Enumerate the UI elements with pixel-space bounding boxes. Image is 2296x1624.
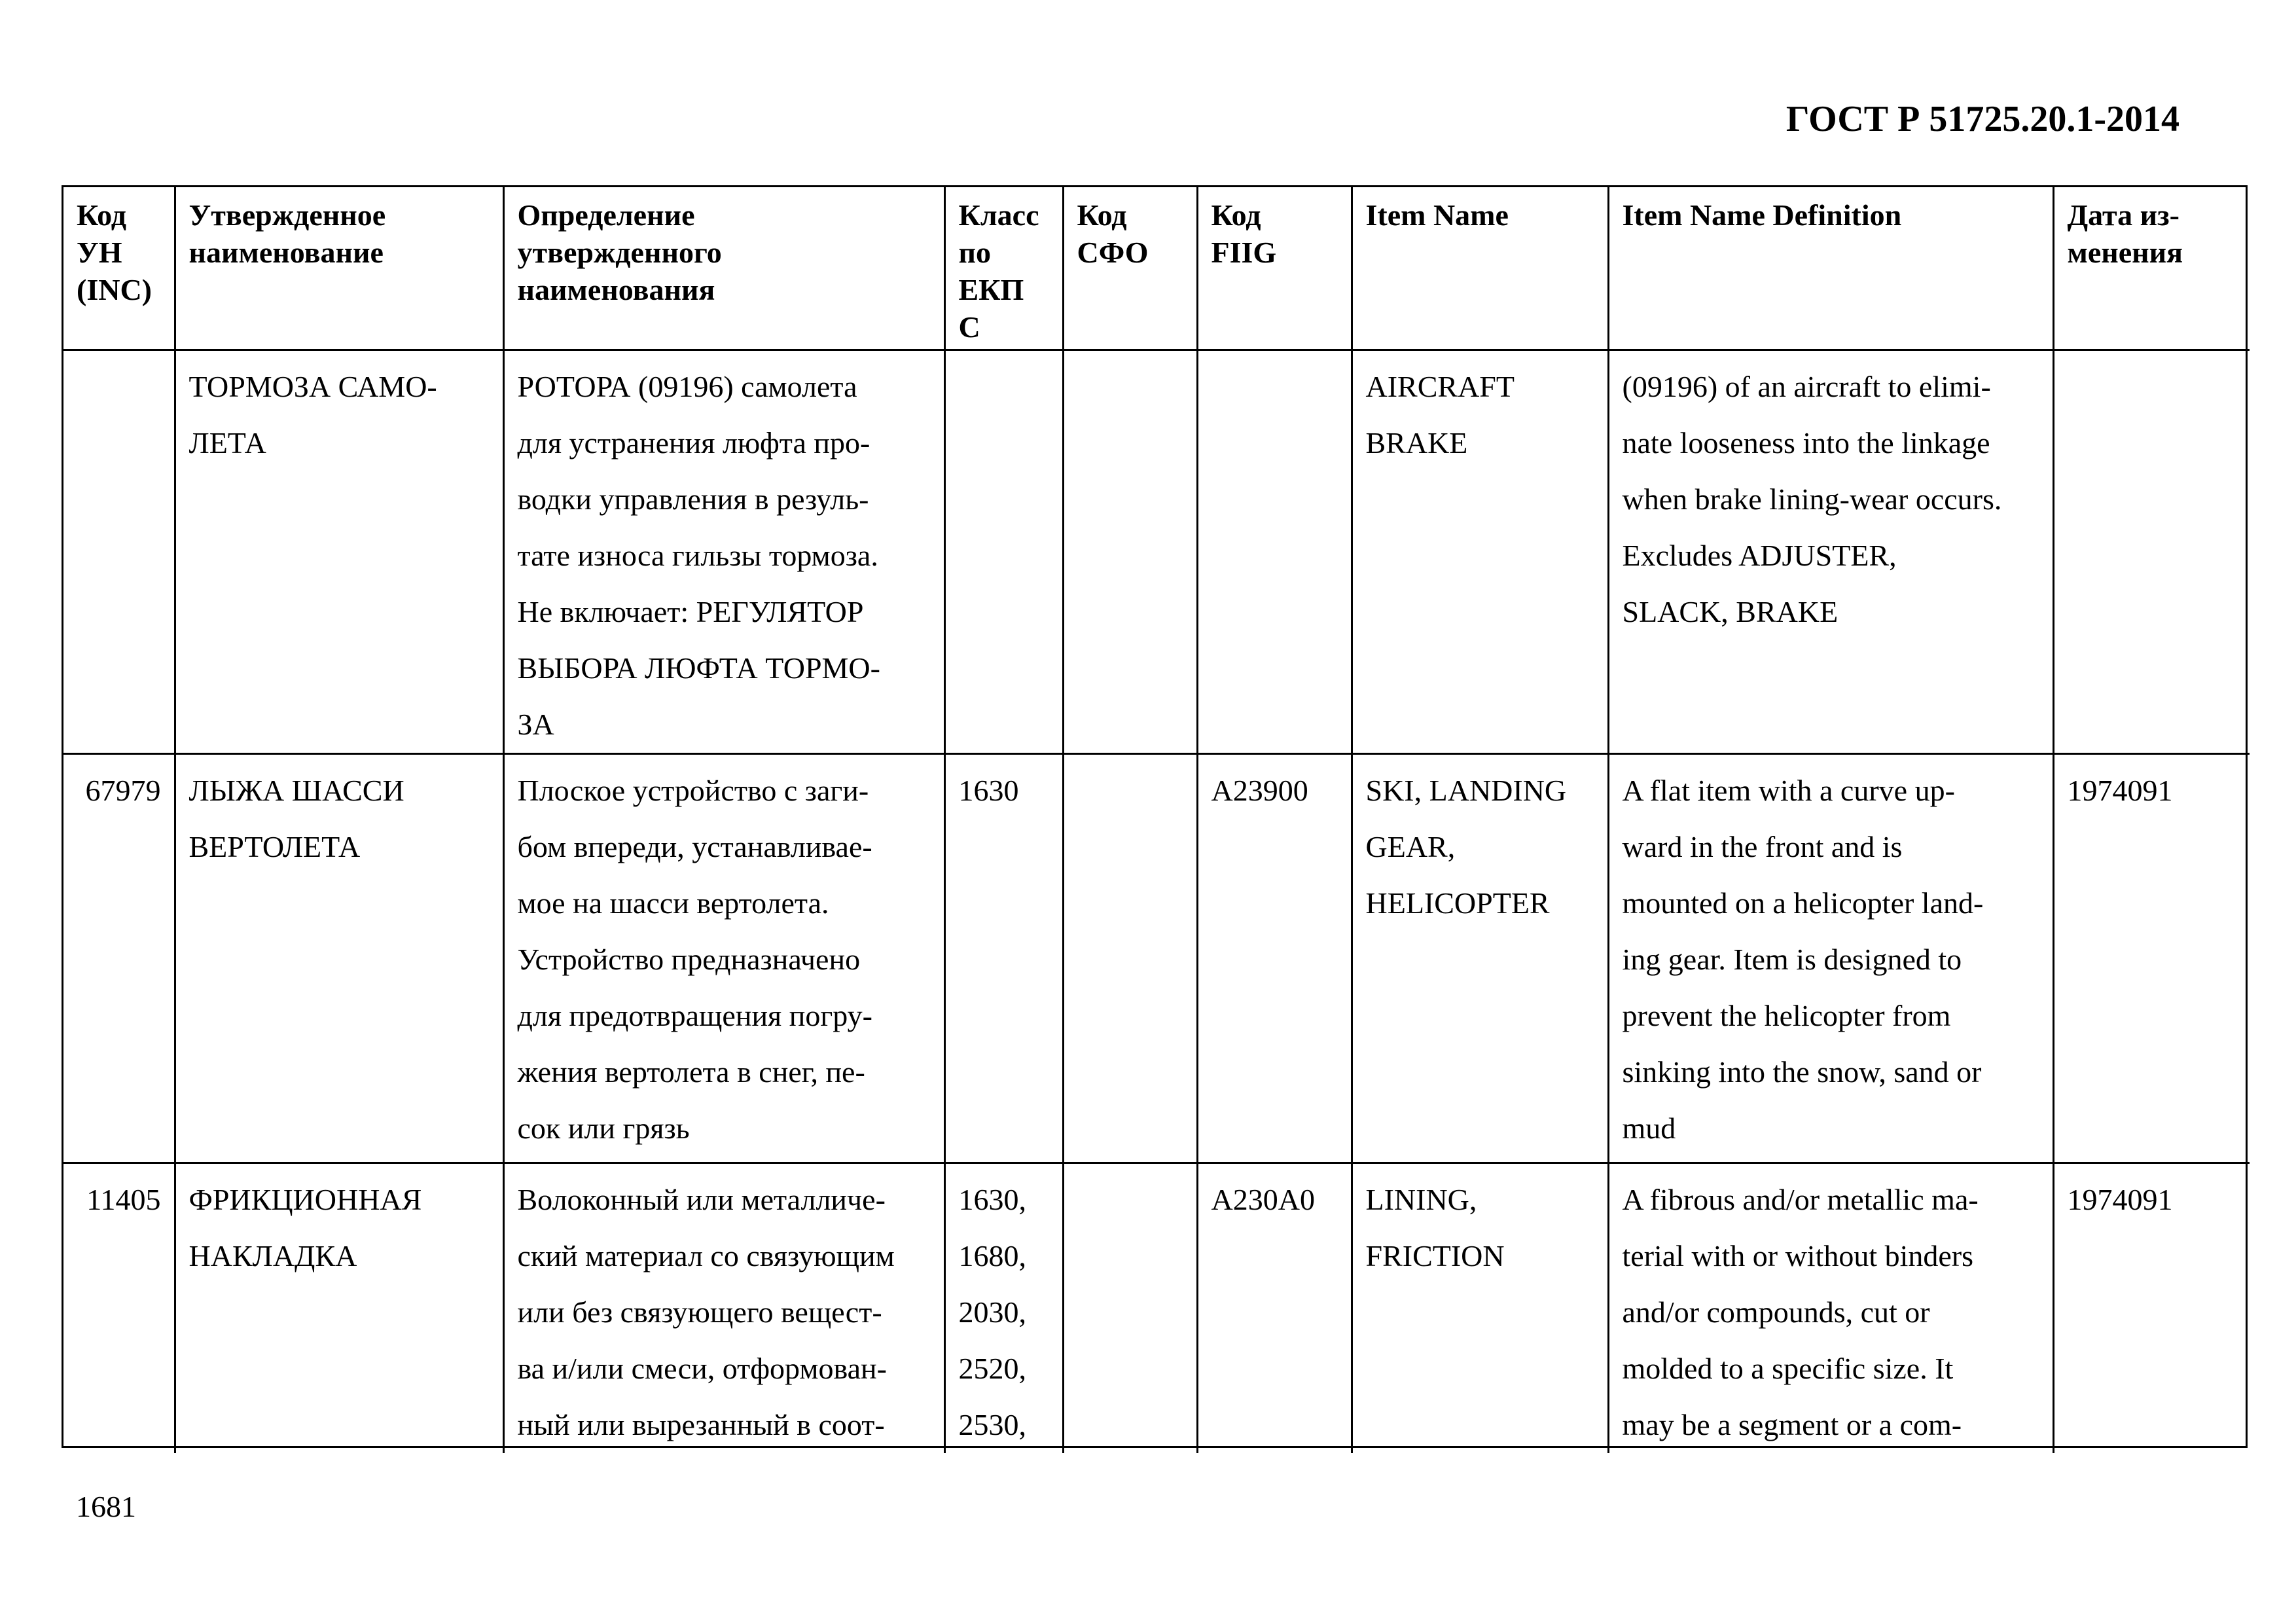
header-fiig-code: Код FIIG	[1197, 187, 1352, 350]
cell-approved-name: ЛЫЖА ШАССИ ВЕРТОЛЕТА	[175, 753, 503, 1163]
table-header-row	[63, 187, 2250, 350]
cell-definition: РОТОРА (09196) самолета для устранения люфта про- водки управления в резуль- тате износа гильзы тормоза. Не включает: РЕГУЛЯТОР ВЫБОРА ЛЮФТА ТОРМО- ЗА	[503, 350, 944, 753]
cell-definition: Волоконный или металличе- ский материал со связующим или без связующего вещест- ва и/или смеси, отформован- ный или вырезанный в соот-	[503, 1163, 944, 1453]
cell-definition: Плоское устройство с заги- бом впереди, устанавливае- мое на шасси вертолета. Устройство предназначено для предотвращения погру- жения вертолета в снег, пе- сок или грязь	[503, 753, 944, 1163]
cell-sfo	[1063, 753, 1197, 1163]
cell-item-name: LINING, FRICTION	[1352, 1163, 1608, 1453]
cell-fiig: A230A0	[1197, 1163, 1352, 1453]
table-row	[63, 1163, 2250, 1453]
cell-inc	[63, 350, 175, 753]
header-inc: Код УН (INC)	[63, 187, 175, 350]
header-approved-name-definition: Определение утвержденного наименования	[503, 187, 944, 350]
cell-item-definition: (09196) of an aircraft to elimi- nate looseness into the linkage when brake lining-wear occurs. Excludes ADJUSTER, SLACK, BRAKE	[1608, 350, 2053, 753]
cell-approved-name: ТОРМОЗА САМО- ЛЕТА	[175, 350, 503, 753]
header-item-name-definition: Item Name Definition	[1608, 187, 2053, 350]
cell-change-date: 1974091	[2053, 753, 2250, 1163]
cell-change-date: 1974091	[2053, 1163, 2250, 1453]
cell-change-date	[2053, 350, 2250, 753]
classification-table-frame	[62, 185, 2248, 1448]
classification-table	[63, 187, 2250, 1453]
cell-fiig	[1197, 350, 1352, 753]
page-number: 1681	[76, 1490, 136, 1523]
standard-designation: ГОСТ Р 51725.20.1-2014	[1785, 99, 2179, 139]
cell-item-name: AIRCRAFT BRAKE	[1352, 350, 1608, 753]
cell-inc: 67979	[63, 753, 175, 1163]
cell-item-definition: A flat item with a curve up- ward in the front and is mounted on a helicopter land- ing gear. Item is designed to prevent the helicopter from sinking into the snow, sand or mud	[1608, 753, 2053, 1163]
cell-approved-name: ФРИКЦИОННАЯ НАКЛАДКА	[175, 1163, 503, 1453]
header-class: Класс по ЕКП С	[944, 187, 1063, 350]
header-approved-name: Утвержденное наименование	[175, 187, 503, 350]
cell-item-definition: A fibrous and/or metallic ma- terial with or without binders and/or compounds, cut or molded to a specific size. It may be a segment or a com-	[1608, 1163, 2053, 1453]
cell-item-name: SKI, LANDING GEAR, HELICOPTER	[1352, 753, 1608, 1163]
cell-class: 1630	[944, 753, 1063, 1163]
cell-sfo	[1063, 1163, 1197, 1453]
cell-class	[944, 350, 1063, 753]
cell-sfo	[1063, 350, 1197, 753]
header-item-name: Item Name	[1352, 187, 1608, 350]
table-row	[63, 753, 2250, 1163]
cell-class: 1630, 1680, 2030, 2520, 2530,	[944, 1163, 1063, 1453]
header-change-date: Дата из- менения	[2053, 187, 2250, 350]
header-sfo-code: Код СФО	[1063, 187, 1197, 350]
cell-inc: 11405	[63, 1163, 175, 1453]
cell-fiig: A23900	[1197, 753, 1352, 1163]
table-row	[63, 350, 2250, 753]
